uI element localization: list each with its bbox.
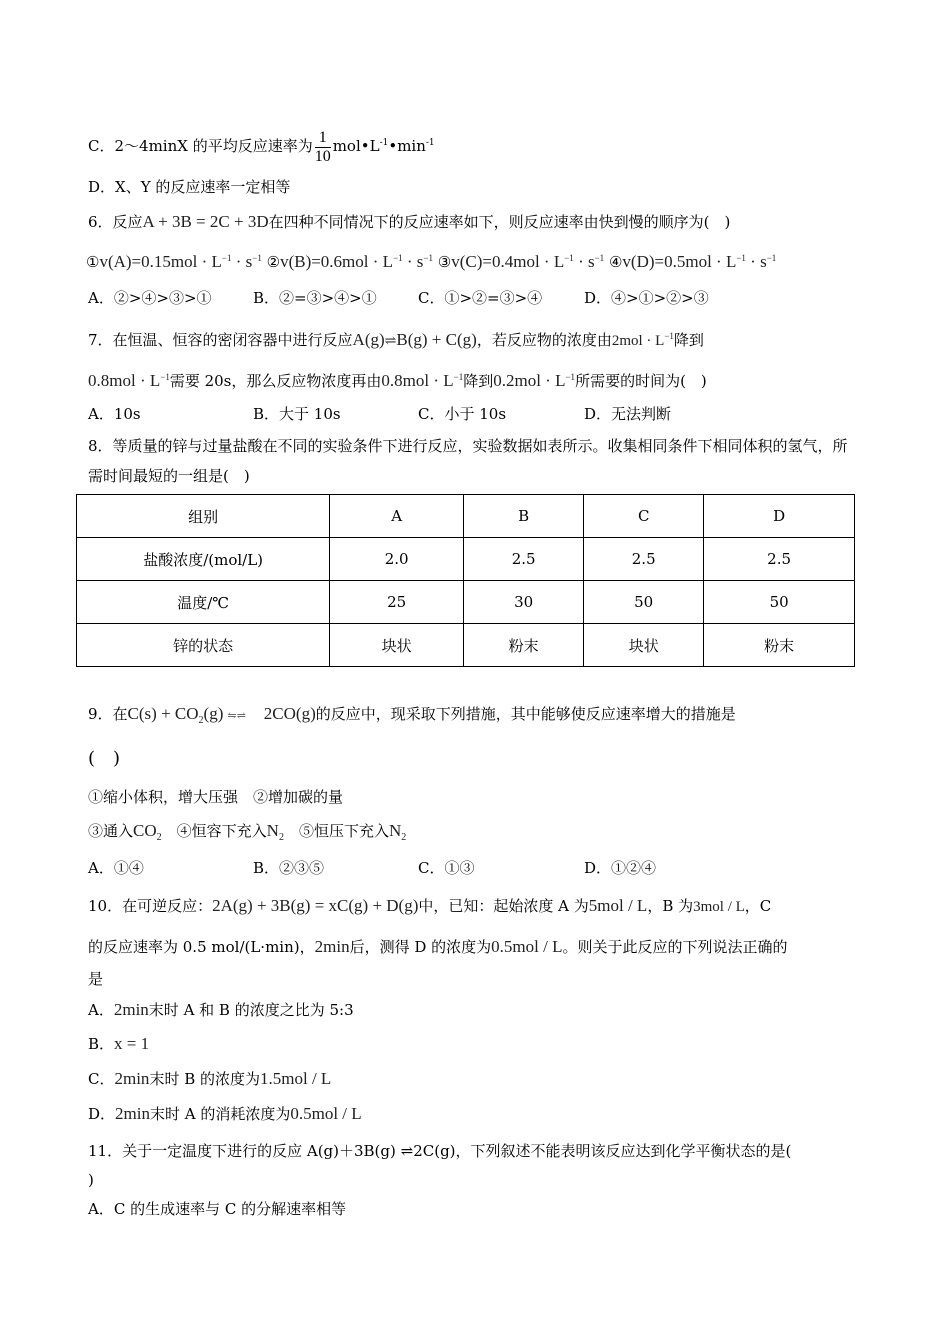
unit: mol•L <box>332 137 380 155</box>
n2: N <box>266 821 279 840</box>
q5-option-d: D．X、Y 的反应速率一定相等 <box>88 178 291 196</box>
q9-question: 的反应中，现采取下列措施，其中能够使反应速率增大的措施是 <box>315 705 736 723</box>
option-label: B． <box>88 1035 115 1053</box>
q7-products: B(g) + C(g) <box>396 330 477 349</box>
subscript: 2 <box>401 832 407 843</box>
subscript: 2 <box>156 832 162 843</box>
superscript: −1 <box>664 331 674 341</box>
q10-option-b[interactable] <box>88 1034 149 1054</box>
q9-product: 2CO(g) <box>263 704 316 723</box>
conc-text: 0.8mol · L <box>88 371 161 390</box>
q7-option-b[interactable]: B．大于 10s <box>253 405 341 423</box>
option-value: 1.5mol / L <box>260 1069 332 1088</box>
q7-initial-conc <box>612 333 674 349</box>
option-text: 末时 B 的浓度为 <box>149 1070 260 1088</box>
q10-time: 2min <box>314 937 350 956</box>
subscript: 2 <box>278 832 284 843</box>
q9-measure-3-5 <box>88 821 406 848</box>
q7-text: ，若反应物的浓度由 <box>476 331 612 349</box>
table-cell: 粉末 <box>704 624 855 667</box>
q9-stem <box>88 704 736 731</box>
option-equation: x = 1 <box>114 1034 150 1053</box>
q6-question: 在四种不同情况下的反应速率如下，则反应速率由快到慢的顺序为( ) <box>268 213 731 231</box>
q7-stem-line2 <box>88 367 707 391</box>
q9-prefix: 9．在 <box>88 705 128 723</box>
q7-prefix: 7．在恒温、恒容的密闭容器中进行反应 <box>88 331 353 349</box>
superscript: −1 <box>221 253 232 263</box>
q9-option-a[interactable]: A．①④ <box>88 859 144 877</box>
q10-b-conc: 3mol / L <box>693 899 745 915</box>
superscript: −1 <box>564 253 574 263</box>
q5-c-text: C．2～4minX 的平均反应速率为 <box>88 137 313 155</box>
rate-text: v(C)=0.4mol · L <box>451 252 565 271</box>
table-cell: 块状 <box>330 624 464 667</box>
table-row <box>77 538 855 581</box>
q10-option-c[interactable] <box>88 1069 331 1089</box>
table-cell: 2.0 <box>330 538 464 581</box>
q9-reactants: C(s) + CO <box>127 704 199 723</box>
garbled-arrow-icon: ⇋⇌ <box>227 709 246 722</box>
table-cell: 2.5 <box>584 538 704 581</box>
table-cell: D <box>704 495 855 538</box>
table-row <box>77 624 855 667</box>
rate-text: v(D)=0.5mol · L <box>622 252 737 271</box>
q10-time: 2min <box>114 1069 150 1088</box>
q9-paren: ( ) <box>88 748 121 769</box>
q9-option-c[interactable]: C．①③ <box>418 859 475 877</box>
table-cell: C <box>584 495 704 538</box>
superscript: −1 <box>594 253 605 263</box>
q7-text: 降到 <box>463 372 494 390</box>
option-text: 末时 A 的消耗浓度为 <box>149 1105 291 1123</box>
q7-conc-2 <box>381 371 463 390</box>
q6-rate-1 <box>99 252 261 271</box>
q10-text: 后，测得 D 的浓度为 <box>349 938 492 956</box>
table-cell: B <box>464 495 584 538</box>
table-cell: 30 <box>464 581 584 624</box>
table-cell: 组别 <box>77 495 330 538</box>
superscript: -1 <box>379 138 389 148</box>
q7-options <box>88 404 671 424</box>
q9-reactants: (g) <box>203 704 224 723</box>
table-cell: 25 <box>330 581 464 624</box>
q5-option-c <box>88 126 435 165</box>
q10-text: 中，已知：起始浓度 A 为 <box>418 897 589 915</box>
q10-time: 2min <box>113 1000 149 1019</box>
q10-d-conc: 0.5mol / L <box>491 937 563 956</box>
q10-stem-line3: 是 <box>88 970 104 988</box>
table-cell: A <box>330 495 464 538</box>
superscript: -1 <box>425 138 435 148</box>
fraction-numerator: 1 <box>315 129 331 148</box>
q9-options <box>88 858 656 878</box>
q10-stem-line2 <box>88 937 787 957</box>
table-cell: 50 <box>704 581 855 624</box>
q11-option-a[interactable]: A．C 的生成速率与 C 的分解速率相等 <box>88 1200 347 1218</box>
q7-reactant: A(g) <box>352 330 385 349</box>
q6-option-a[interactable]: A．②>④>③>① <box>88 289 212 307</box>
option-label: D． <box>88 1105 116 1123</box>
circled-1: ① <box>86 253 100 271</box>
q9-option-d[interactable]: D．①②④ <box>584 859 657 877</box>
conc-text: 0.2mol · L <box>493 371 566 390</box>
q8-data-table <box>76 494 855 667</box>
subscript: 2 <box>198 715 204 726</box>
equilibrium-arrow-icon: ⇌ <box>384 333 397 349</box>
q10-text: ，B 为 <box>647 897 694 915</box>
q9-text: ⑤恒压下充入 <box>283 822 389 840</box>
table-cell: 50 <box>584 581 704 624</box>
table-cell: 盐酸浓度/(mol/L) <box>77 538 330 581</box>
q7-stem-line1 <box>88 326 704 351</box>
q10-prefix: 10．在可逆反应： <box>88 897 213 915</box>
option-value: 0.5mol / L <box>290 1104 362 1123</box>
superscript: −1 <box>393 253 403 263</box>
q7-conc-3 <box>493 371 575 390</box>
table-header-row <box>77 495 855 538</box>
q10-equation: 2A(g) + 3B(g) = xC(g) + D(g) <box>212 896 419 915</box>
co2: CO <box>133 821 157 840</box>
q7-option-d[interactable]: D．无法判断 <box>584 405 672 423</box>
q11-stem: 11．关于一定温度下进行的反应 A(g)＋3B(g) ⇌2C(g)，下列叙述不能表明该反应达到化学平衡状态的是( <box>88 1142 792 1160</box>
superscript: −1 <box>423 253 433 263</box>
q6-options <box>88 288 709 308</box>
superscript: −1 <box>766 253 777 263</box>
q7-conc-1 <box>88 371 170 390</box>
q10-option-a[interactable] <box>88 1000 354 1020</box>
q10-time: 2min <box>115 1104 150 1123</box>
table-cell: 2.5 <box>464 538 584 581</box>
circled-2: ② <box>266 253 281 271</box>
q10-text: 。则关于此反应的下列说法正确的 <box>562 938 788 956</box>
option-text: 末时 A 和 B 的浓度之比为 5:3 <box>148 1001 354 1019</box>
q5-c-fraction <box>315 129 331 166</box>
rate-text: · s <box>745 252 767 271</box>
q7-text: 需要 20s，那么反应物浓度再由 <box>169 372 382 390</box>
q7-text: 所需要的时间为( ) <box>575 372 707 390</box>
option-label: A． <box>88 1001 114 1019</box>
q6-rate-4 <box>622 252 776 271</box>
q6-option-b[interactable]: B．②=③>④>① <box>253 289 377 307</box>
superscript: −1 <box>736 253 746 263</box>
q7-option-c[interactable]: C．小于 10s <box>418 405 507 423</box>
rate-text: · s <box>231 252 253 271</box>
q8-stem: 8．等质量的锌与过量盐酸在不同的实验条件下进行反应，实验数据如表所示。收集相同条件下相同体积的氢气，所需时间最短的一组是( ) <box>88 437 848 485</box>
fraction-denominator: 10 <box>314 147 331 165</box>
q9-text: ③通入 <box>88 822 134 840</box>
rate-text: v(B)=0.6mol · L <box>280 252 394 271</box>
superscript: −1 <box>160 372 170 382</box>
option-label: C． <box>88 1070 115 1088</box>
rate-text: · s <box>573 252 595 271</box>
conc-text: 0.8mol · L <box>381 371 454 390</box>
q6-prefix: 6．反应 <box>88 213 143 231</box>
table-cell: 2.5 <box>704 538 855 581</box>
circled-4: ④ <box>608 253 623 271</box>
q10-stem-line1 <box>88 896 771 917</box>
q10-a-conc: 5mol / L <box>588 896 648 915</box>
q7-text: 降到 <box>673 331 704 349</box>
superscript: −1 <box>565 372 576 382</box>
q11-stem-cont: ) <box>88 1171 94 1189</box>
q6-equation: A + 3B = 2C + 3D <box>142 212 269 231</box>
conc-text: 2mol · L <box>611 333 665 349</box>
q10-text: ，C <box>744 897 772 915</box>
q10-option-d[interactable] <box>88 1104 362 1124</box>
table-cell: 粉末 <box>464 624 584 667</box>
superscript: −1 <box>252 253 262 263</box>
q9-text: ④恒容下充入 <box>161 822 267 840</box>
q6-option-d[interactable]: D．④>①>②>③ <box>584 289 709 307</box>
table-cell: 块状 <box>584 624 704 667</box>
q6-conditions <box>86 248 776 272</box>
unit: •min <box>388 137 426 155</box>
q6-rate-3 <box>451 252 604 271</box>
table-cell: 温度/℃ <box>77 581 330 624</box>
n2: N <box>388 821 402 840</box>
superscript: −1 <box>453 372 464 382</box>
q6-stem <box>88 212 730 232</box>
rate-text: · s <box>402 252 424 271</box>
q9-option-b[interactable]: B．②③⑤ <box>253 859 325 877</box>
q7-option-a[interactable]: A．10s <box>88 405 141 423</box>
q6-option-c[interactable]: C．①>②=③>④ <box>418 289 543 307</box>
q6-rate-2 <box>280 252 433 271</box>
circled-3: ③ <box>437 253 452 271</box>
q10-text: 的反应速率为 0.5 mol/(L·min)， <box>88 938 315 956</box>
rate-text: v(A)=0.15mol · L <box>99 252 222 271</box>
table-cell: 锌的状态 <box>77 624 330 667</box>
q9-measure-1-2: ①缩小体积，增大压强 ②增加碳的量 <box>88 788 344 806</box>
table-row <box>77 581 855 624</box>
